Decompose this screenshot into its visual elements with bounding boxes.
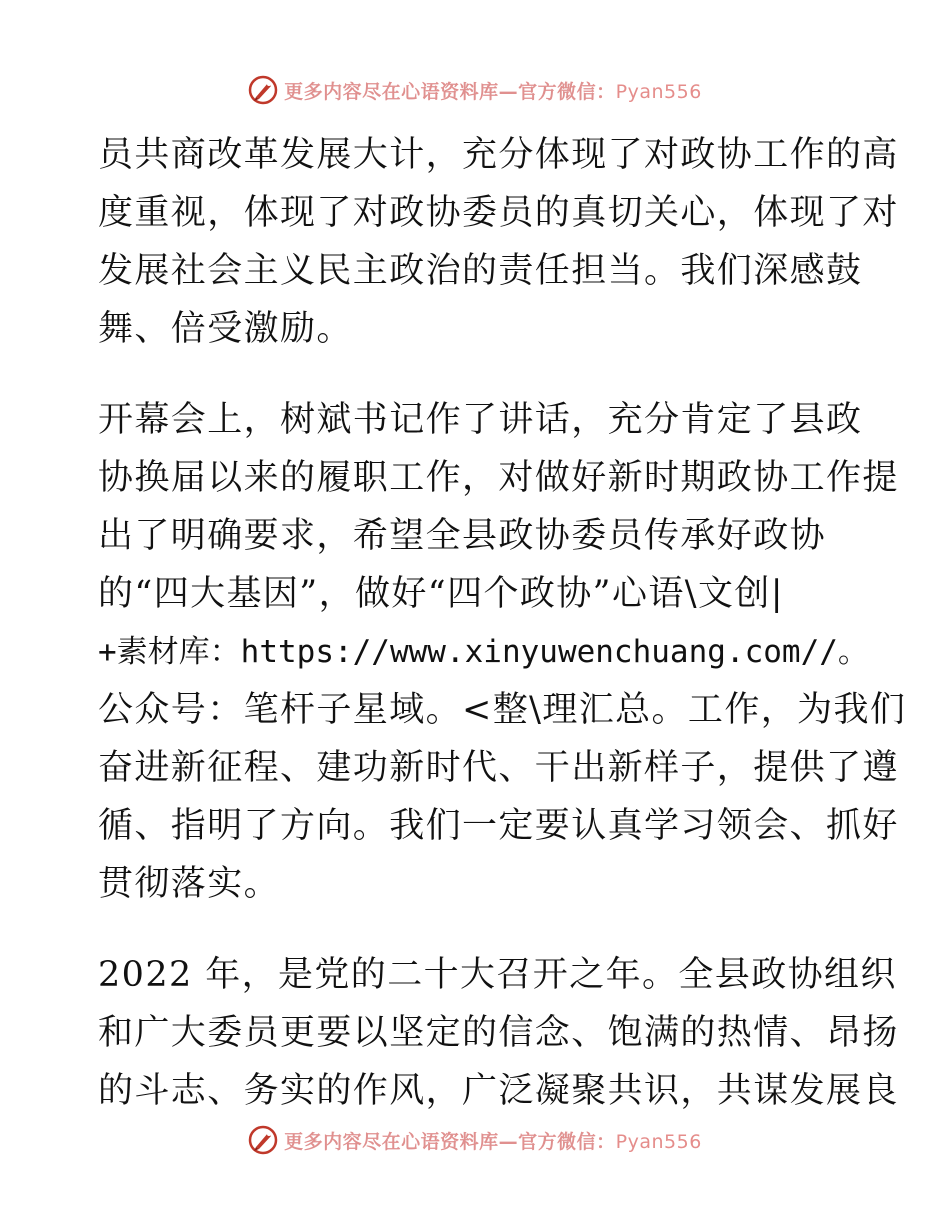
text-line: 出了明确要求，希望全县政协委员传承好政协 — [98, 516, 827, 556]
pen-logo-icon — [248, 1125, 278, 1155]
footer-watermark — [0, 1122, 950, 1158]
text-line: 发展社会主义民主政治的责任担当。我们深感鼓 — [98, 251, 863, 291]
text-line: 奋进新征程、建功新时代、干出新样子，提供了遵 — [98, 748, 899, 788]
text-line: 的“四大基因”，做好“四个政协”心语\文创| — [98, 574, 784, 614]
text-line: +素材库：https://www.xinyuwenchuang.com//。 — [98, 634, 869, 670]
pen-logo-icon — [248, 75, 278, 105]
text-line: 员共商改革发展大计，充分体现了对政协工作的高 — [98, 135, 899, 175]
document-body — [98, 126, 907, 1120]
watermark-text: 更多内容尽在心语资料库—官方微信：Pyan556 — [284, 80, 702, 103]
header-watermark — [0, 72, 950, 108]
text-line: 度重视，体现了对政协委员的真切关心，体现了对 — [98, 193, 899, 233]
text-line: 舞、倍受激励。 — [98, 309, 353, 349]
text-line: 2022 年，是党的二十大召开之年。全县政协组织 — [98, 955, 897, 995]
text-line: 协换届以来的履职工作，对做好新时期政协工作提 — [98, 458, 899, 498]
text-line: 循、指明了方向。我们一定要认真学习领会、抓好 — [98, 806, 899, 846]
text-line: 开幕会上，树斌书记作了讲话，充分肯定了县政 — [98, 400, 863, 440]
text-line: 公众号：笔杆子星域。<整\理汇总。工作，为我们 — [98, 690, 907, 730]
text-line: 和广大委员更要以坚定的信念、饱满的热情、昂扬 — [98, 1013, 899, 1053]
text-line: 贯彻落实。 — [98, 864, 281, 904]
text-line: 的斗志、务实的作风，广泛凝聚共识，共谋发展良 — [98, 1071, 899, 1111]
watermark-text: 更多内容尽在心语资料库—官方微信：Pyan556 — [284, 1130, 702, 1153]
